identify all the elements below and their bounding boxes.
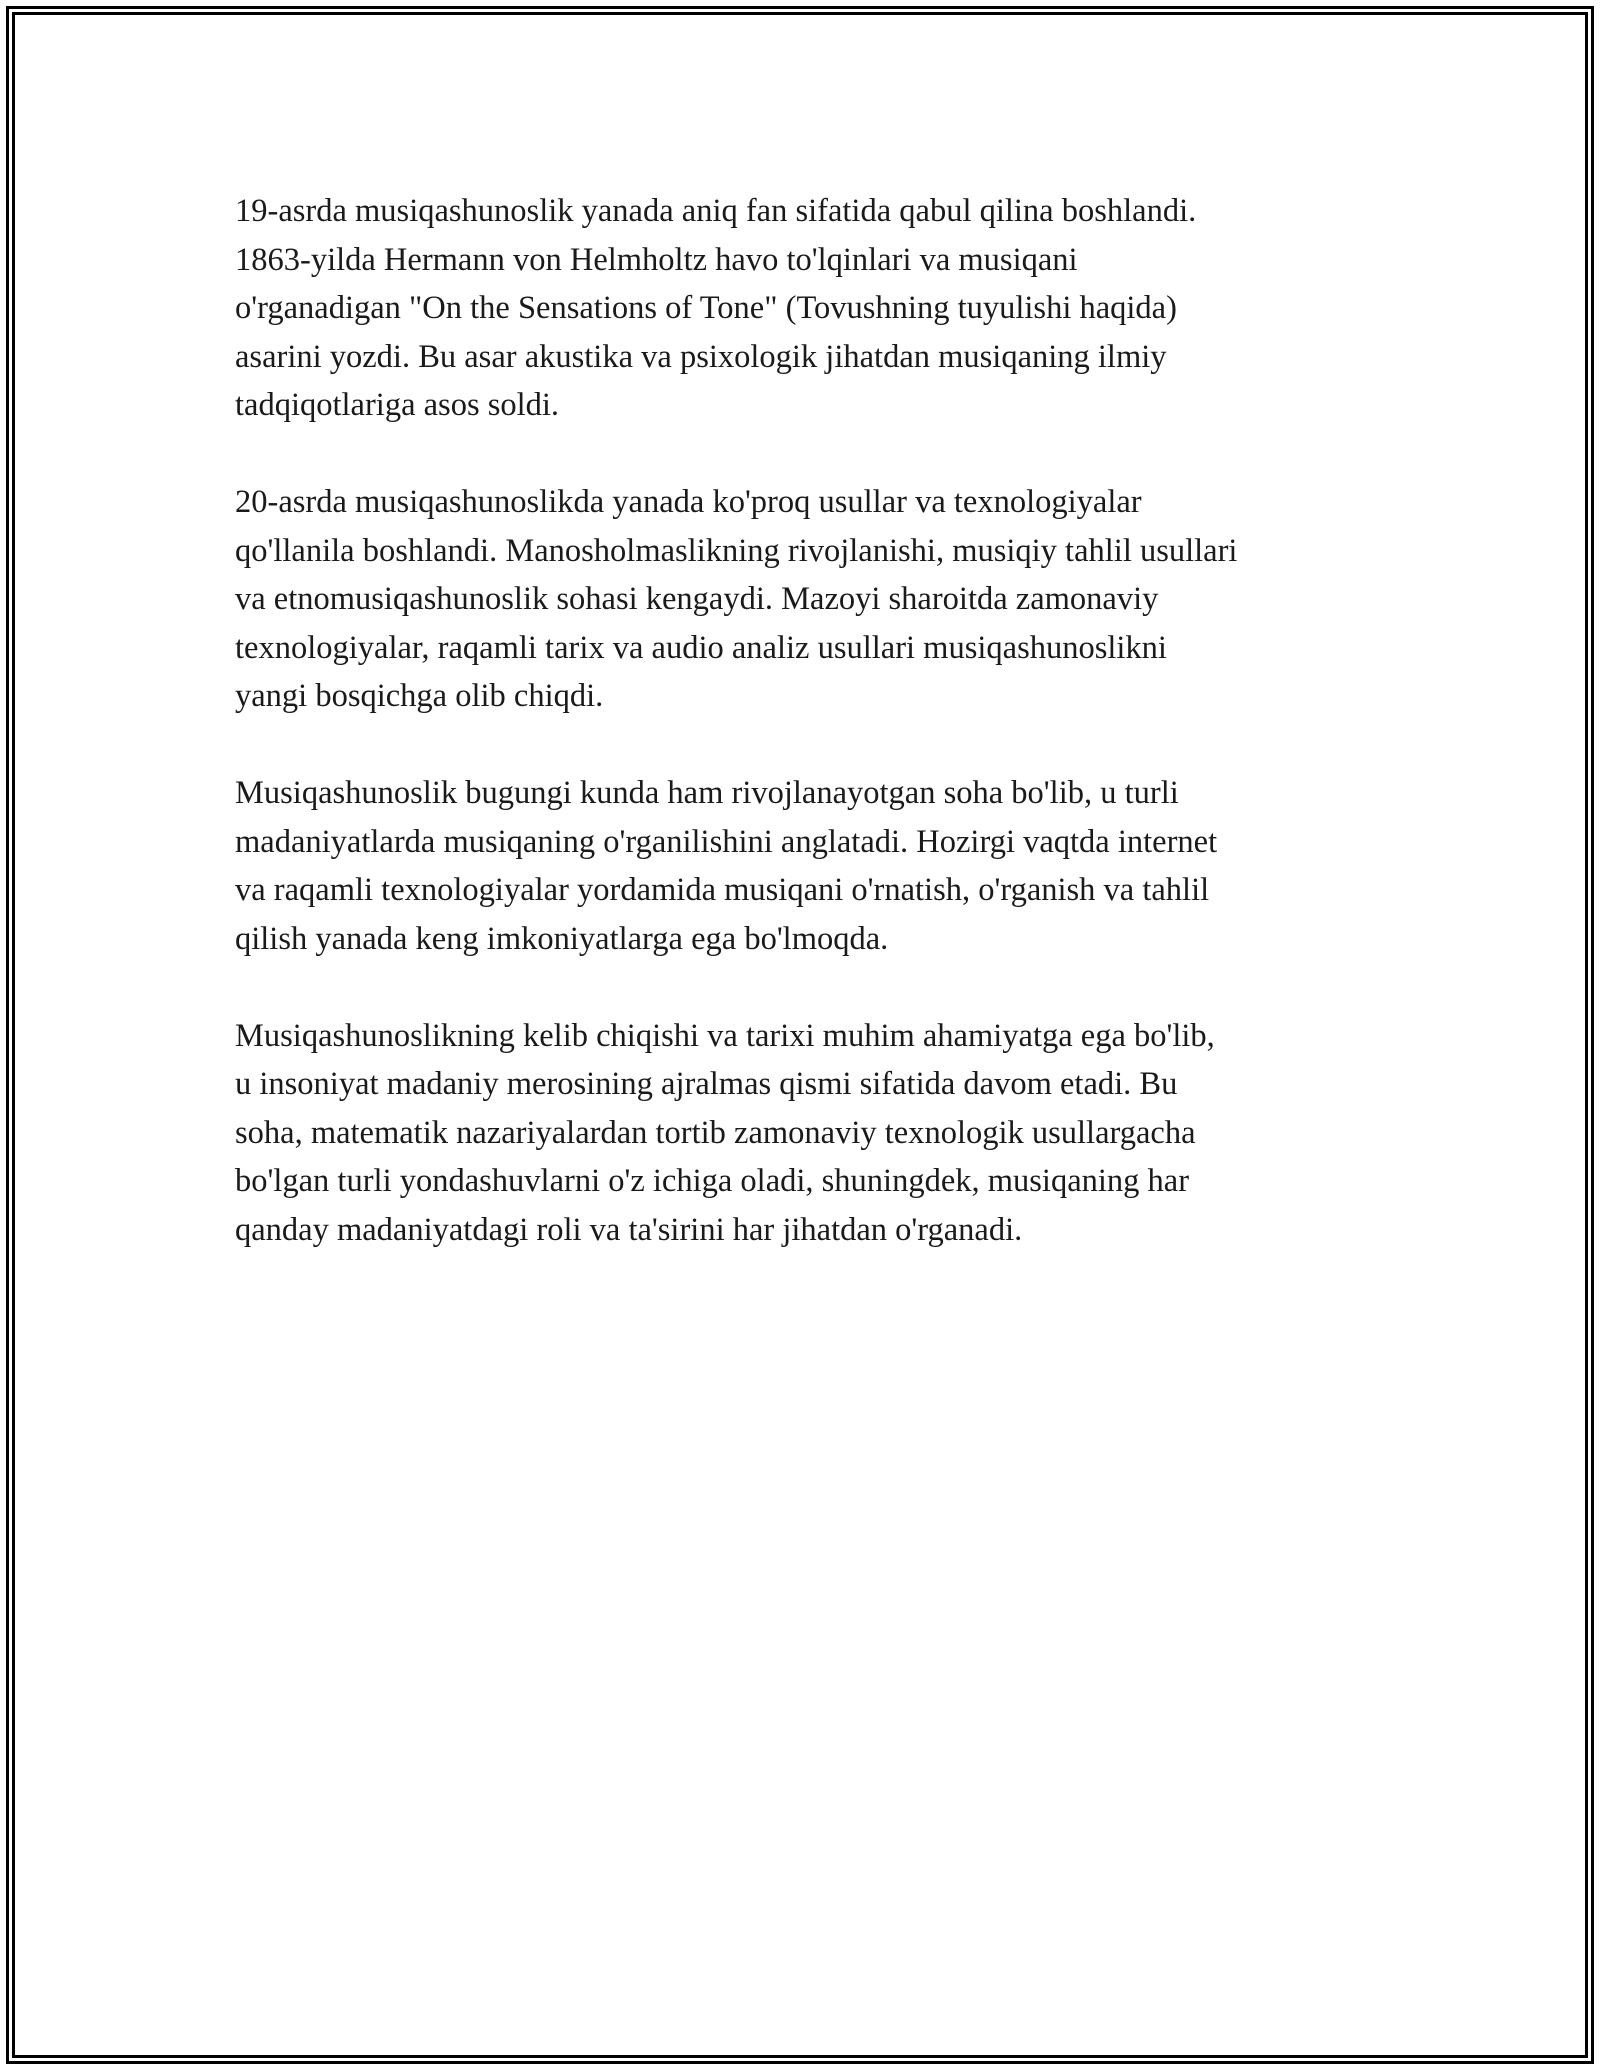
paragraph-line: 19-asrda musiqashunoslik yanada aniq fan sifatida qabul qilina boshlandi. [235, 193, 1197, 229]
paragraph-line: Musiqashunoslikning kelib chiqishi va tarixi muhim ahamiyatga ega bo'lib, [235, 1017, 1215, 1054]
paragraph-3 [235, 769, 1375, 963]
paragraph-line: o'rganadigan "On the Sensations of Tone" (Tovushning tuyulishi haqida) [235, 290, 1177, 326]
paragraph-line: qo'llanila boshlandi. Manosholmaslikning rivojlanishi, musiqiy tahlil usullari [235, 532, 1238, 569]
paragraph-line: va raqamli texnologiyalar yordamida musiqani o'rnatish, o'rganish va tahlil [235, 872, 1210, 908]
document-body [235, 187, 1375, 1303]
paragraph-line: yangi bosqichga olib chiqdi. [235, 678, 604, 714]
paragraph-line: 1863-yilda Hermann von Helmholtz havo to'lqinlari va musiqani [235, 241, 1078, 278]
paragraph-line: qanday madaniyatdagi roli va ta'sirini har jihatdan o'rganadi. [235, 1211, 1023, 1248]
paragraph-2 [235, 478, 1375, 721]
paragraph-line: soha, matematik nazariyalardan tortib zamonaviy texnologik usullargacha [235, 1114, 1196, 1151]
paragraph-line: tadqiqotlariga asos soldi. [235, 387, 560, 423]
paragraph-line: 20-asrda musiqashunoslikda yanada ko'proq usullar va texnologiyalar [235, 484, 1142, 520]
paragraph-line: asarini yozdi. Bu asar akustika va psixologik jihatdan musiqaning ilmiy [235, 338, 1167, 375]
paragraph-line: madaniyatlarda musiqaning o'rganilishini anglatadi. Hozirgi vaqtda internet [235, 823, 1218, 860]
paragraph-line: Musiqashunoslik bugungi kunda ham rivojlanayotgan soha bo'lib, u turli [235, 775, 1179, 811]
paragraph-line: u insoniyat madaniy merosining ajralmas qismi sifatida davom etadi. Bu [235, 1066, 1178, 1102]
paragraph-line: bo'lgan turli yondashuvlarni o'z ichiga oladi, shuningdek, musiqaning har [235, 1163, 1190, 1199]
paragraph-line: texnologiyalar, raqamli tarix va audio analiz usullari musiqashunoslikni [235, 629, 1167, 666]
paragraph-line: va etnomusiqashunoslik sohasi kengaydi. Mazoyi sharoitda zamonaviy [235, 581, 1159, 617]
paragraph-1 [235, 187, 1375, 430]
paragraph-4 [235, 1012, 1375, 1255]
paragraph-line: qilish yanada keng imkoniyatlarga ega bo'lmoqda. [235, 920, 889, 957]
